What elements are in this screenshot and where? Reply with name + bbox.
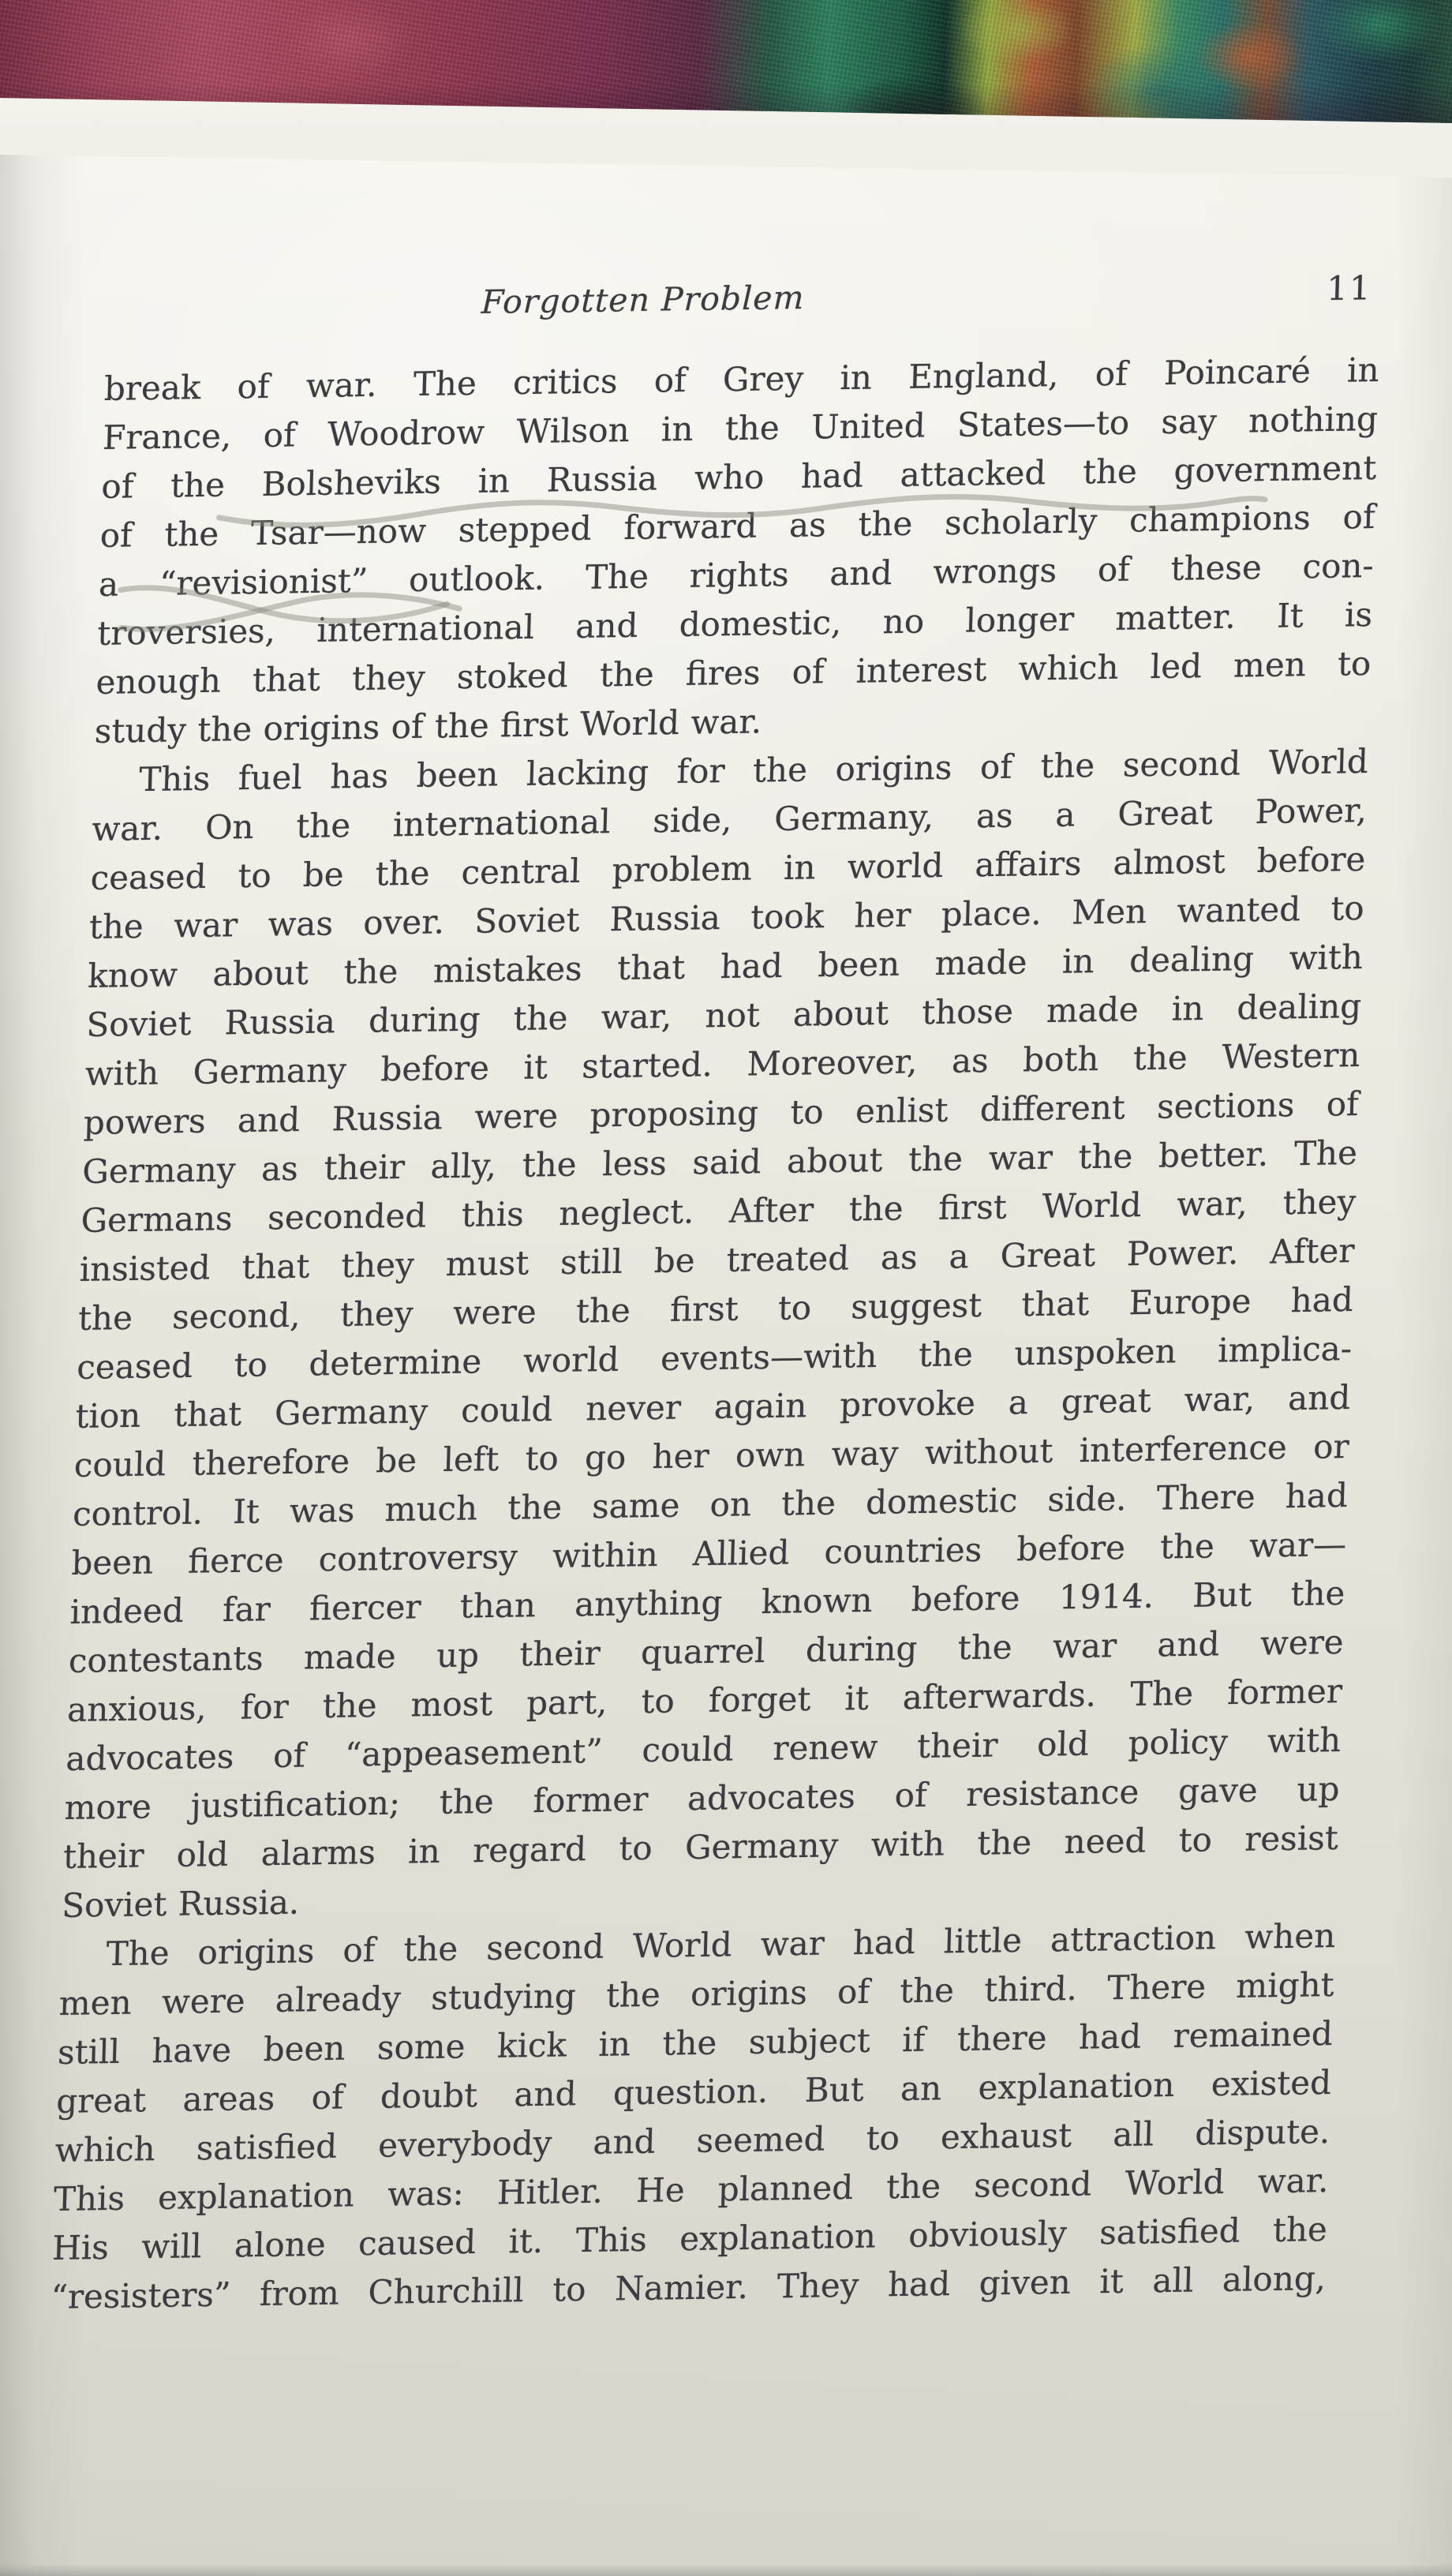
text-line: Germany as their ally, the less said about the war the better. The (81, 1133, 1358, 1191)
text-line: Soviet Russia. (61, 1882, 301, 1925)
text-line: with Germany before it started. Moreover, as both the Western (84, 1035, 1361, 1093)
text-line: “resisters” from Churchill to Namier. They had given it all along, (50, 2259, 1327, 2316)
text-line: control. It was much the same on the domestic side. There had (72, 1476, 1349, 1533)
text-line: of the Bolsheviks in Russia who had attacked the government (100, 448, 1377, 506)
text-line: France, of Woodrow Wilson in the United States—to say nothing (102, 399, 1379, 457)
text-line: tion that Germany could never again provoke a great war, and (75, 1378, 1352, 1436)
text-line: more justification; the former advocates of resistance gave up (64, 1769, 1341, 1827)
text-line: This fuel has been lacking for the origins of the second World (138, 742, 1369, 799)
text-line: the second, they were the first to suggest that Europe had (77, 1280, 1354, 1338)
text-line: break of war. The critics of Grey in England, of Poincaré in (103, 350, 1380, 408)
text-line: study the origins of the first World war. (94, 702, 762, 751)
text-line: ceased to be the central problem in world affairs almost before (90, 840, 1367, 897)
text-line: anxious, for the most part, to forget it afterwards. The former (66, 1672, 1343, 1729)
text-line: ceased to determine world events—with the unspoken implica- (76, 1329, 1353, 1387)
text-line: their old alarms in regard to Germany with the need to resist (62, 1818, 1339, 1876)
text-line: could therefore be left to go her own way without interference or (73, 1427, 1350, 1485)
text-line: men were already studying the origins of the third. There might (58, 1965, 1335, 2023)
running-head (105, 259, 1382, 354)
page-bottom-edge-line (0, 2563, 1452, 2576)
text-line: of the Tsar—now stepped forward as the scholarly champions of (99, 497, 1376, 555)
text-line: His will alone caused it. This explanation obviously satisfied the (51, 2210, 1328, 2267)
text-line: war. On the international side, Germany, as a Great Power, (91, 791, 1368, 848)
text-line: been fierce controversy within Allied countries before the war— (70, 1525, 1347, 1582)
text-line: Soviet Russia during the war, not about those made in dealing (85, 987, 1362, 1044)
text-line: This explanation was: Hitler. He planned the second World war. (53, 2161, 1330, 2218)
text-block (51, 346, 1380, 2322)
text-line: insisted that they must still be treated as a Great Power. After (79, 1231, 1356, 1289)
text-line: Germans seconded this neglect. After the first World war, they (80, 1182, 1357, 1240)
text-line: advocates of “appeasement” could renew their old policy with (65, 1720, 1342, 1778)
text-line: troversies, international and domestic, no longer matter. It is (96, 595, 1373, 653)
text-line: enough that they stoked the fires of interest which led men to (95, 644, 1372, 702)
text-line: indeed far fiercer than anything known before 1914. But the (69, 1574, 1346, 1631)
text-line: The origins of the second World war had little attraction when (105, 1916, 1336, 1974)
page-number: 11 (1326, 268, 1373, 309)
type-area (50, 259, 1382, 2330)
text-line: a “revisionist” outlook. The rights and wrongs of these con- (98, 546, 1375, 604)
text-line: powers and Russia were proposing to enlist different sections of (83, 1084, 1360, 1142)
running-head-title: Forgotten Problem (481, 278, 806, 321)
text-line: great areas of doubt and question. But an explanation existed (55, 2063, 1332, 2121)
text-line: know about the mistakes that had been made in dealing with (87, 938, 1364, 995)
text-line: the war was over. Soviet Russia took her place. Men wanted to (88, 889, 1365, 946)
text-line: still have been some kick in the subject if there had remained (57, 2014, 1334, 2072)
text-line: contestants made up their quarrel during the war and were (68, 1623, 1345, 1680)
text-line: which satisfied everybody and seemed to exhaust all dispute. (54, 2112, 1331, 2170)
